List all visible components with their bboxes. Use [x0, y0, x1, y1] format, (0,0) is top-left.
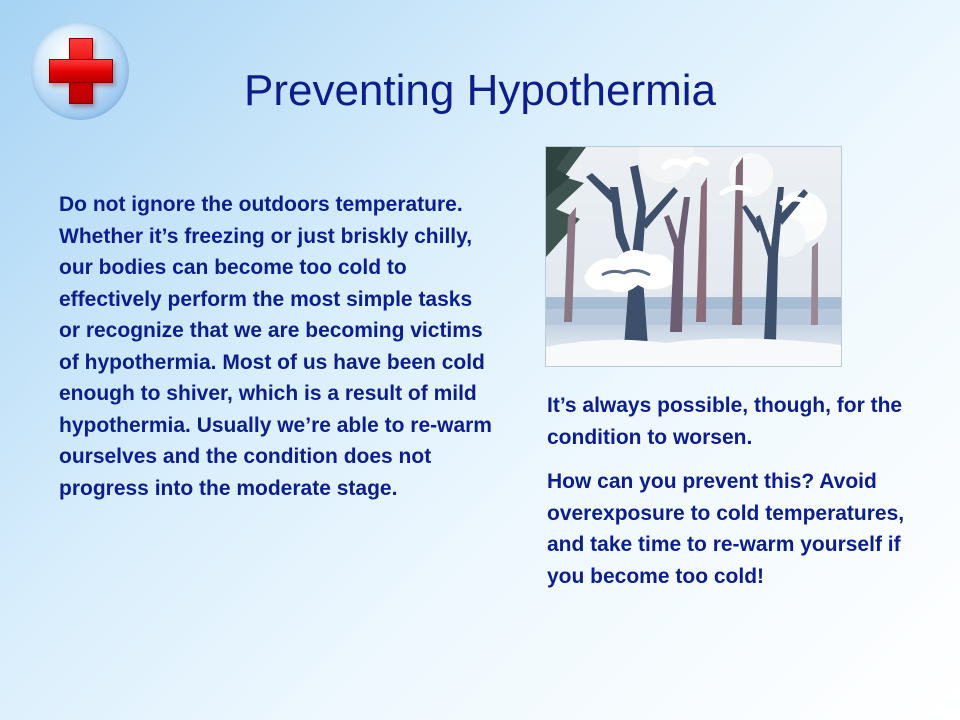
cross-horizontal-bar	[49, 59, 113, 83]
right-body-text	[547, 390, 927, 605]
first-aid-cross-icon	[31, 22, 129, 120]
right-paragraph-1: It’s always possible, though, for the condition to worsen.	[547, 394, 903, 449]
slide-title: Preventing Hypothermia	[243, 66, 716, 115]
left-body-text: Do not ignore the outdoors temperature. Whether it’s freezing or just briskly chilly, our bodies can become too cold to effectively perform the most simple tasks or recognize that we are becoming victims of hypothermia. Most of us have been cold enough to shiver, which is a result of mild hypothermia. Usually we’re able to re-warm ourselves and the condition does not progress into the moderate stage.	[59, 193, 492, 500]
snowy-trees-illustration	[545, 146, 842, 367]
right-paragraph-2: How can you prevent this? Avoid overexposure to cold temperatures, and take time to re-warm yourself if you become too cold!	[547, 470, 905, 588]
